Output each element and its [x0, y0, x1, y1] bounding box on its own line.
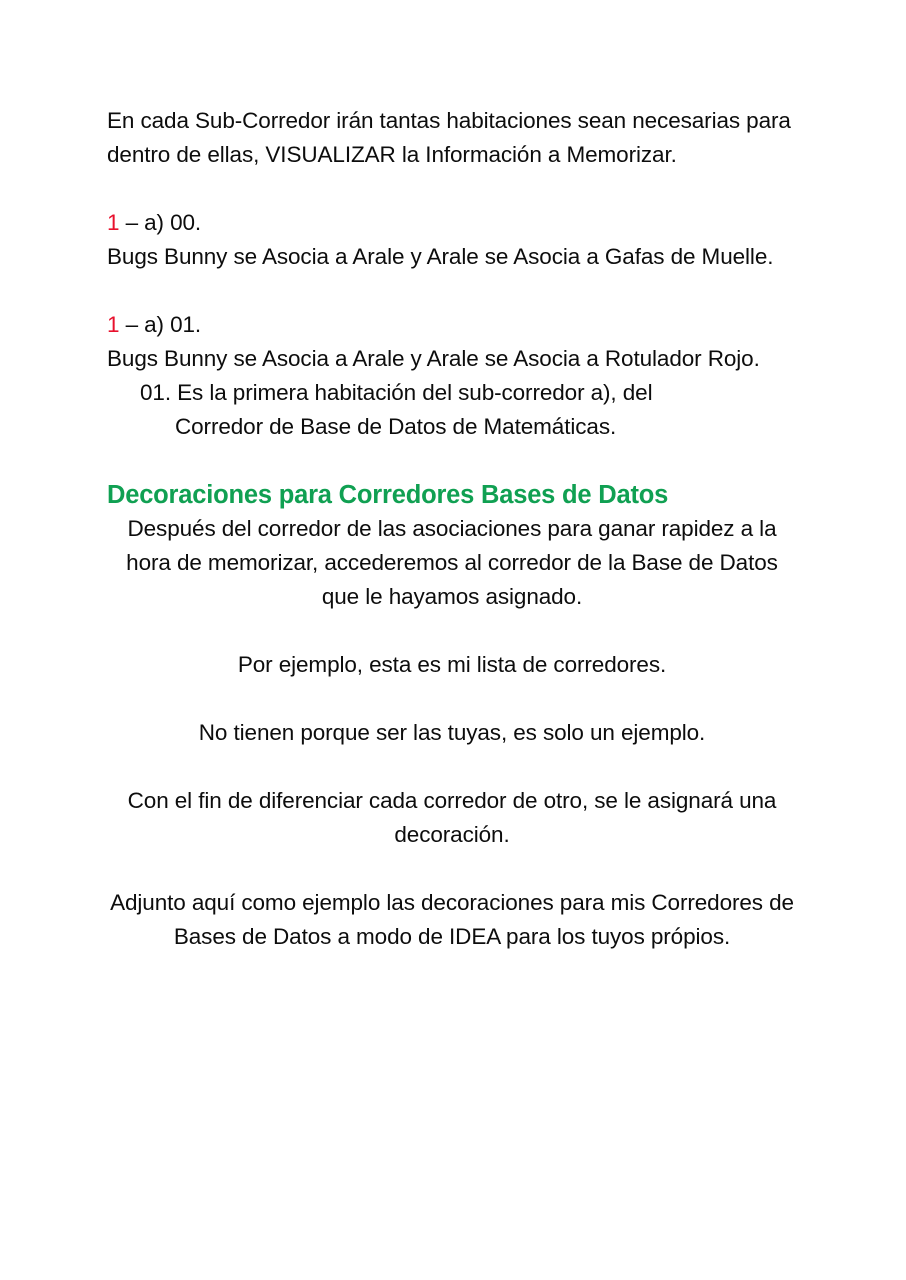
example-1-marker-suffix: – a) 00. — [119, 210, 202, 235]
section-paragraph-4: Con el fin de diferenciar cada corredor de otro, se le asignará una decoración. — [127, 788, 777, 847]
example-1-marker: 1 — [107, 210, 120, 235]
section-paragraph-3: No tienen porque ser las tuyas, es solo un ejemplo. — [198, 720, 706, 745]
example-2-label — [107, 308, 797, 342]
section-spacer — [107, 444, 797, 478]
paragraph-spacer — [107, 172, 797, 206]
paragraph-spacer — [107, 614, 797, 648]
section-heading: Decoraciones para Corredores Bases de Datos — [107, 481, 669, 509]
paragraph-spacer — [107, 274, 797, 308]
example-2-body: Bugs Bunny se Asocia a Arale y Arale se Asocia a Rotulador Rojo. — [107, 346, 760, 371]
example-2-marker-suffix: – a) 01. — [119, 312, 202, 337]
section-paragraph-5: Adjunto aquí como ejemplo las decoraciones para mis Corredores de Bases de Datos a modo de IDEA para los tuyos própios. — [110, 890, 794, 949]
section-paragraph-1: Después del corredor de las asociaciones para ganar rapidez a la hora de memorizar, accederemos al corredor de la Base de Datos que le hayamos asignado. — [126, 516, 778, 609]
example-2-marker: 1 — [107, 312, 120, 337]
paragraph-spacer — [107, 682, 797, 716]
intro-paragraph: En cada Sub-Corredor irán tantas habitaciones sean necesarias para dentro de ellas, VISUALIZAR la Información a Memorizar. — [107, 108, 791, 167]
example-1-label — [107, 206, 797, 240]
paragraph-spacer — [107, 750, 797, 784]
example-2-note-line-2: Corredor de Base de Datos de Matemáticas. — [175, 414, 617, 439]
paragraph-spacer — [107, 852, 797, 886]
document-content — [107, 104, 797, 954]
example-1-body: Bugs Bunny se Asocia a Arale y Arale se Asocia a Gafas de Muelle. — [107, 244, 774, 269]
example-2-note-line-1: 01. Es la primera habitación del sub-corredor a), del — [140, 380, 653, 405]
section-paragraph-2: Por ejemplo, esta es mi lista de corredores. — [237, 652, 667, 677]
